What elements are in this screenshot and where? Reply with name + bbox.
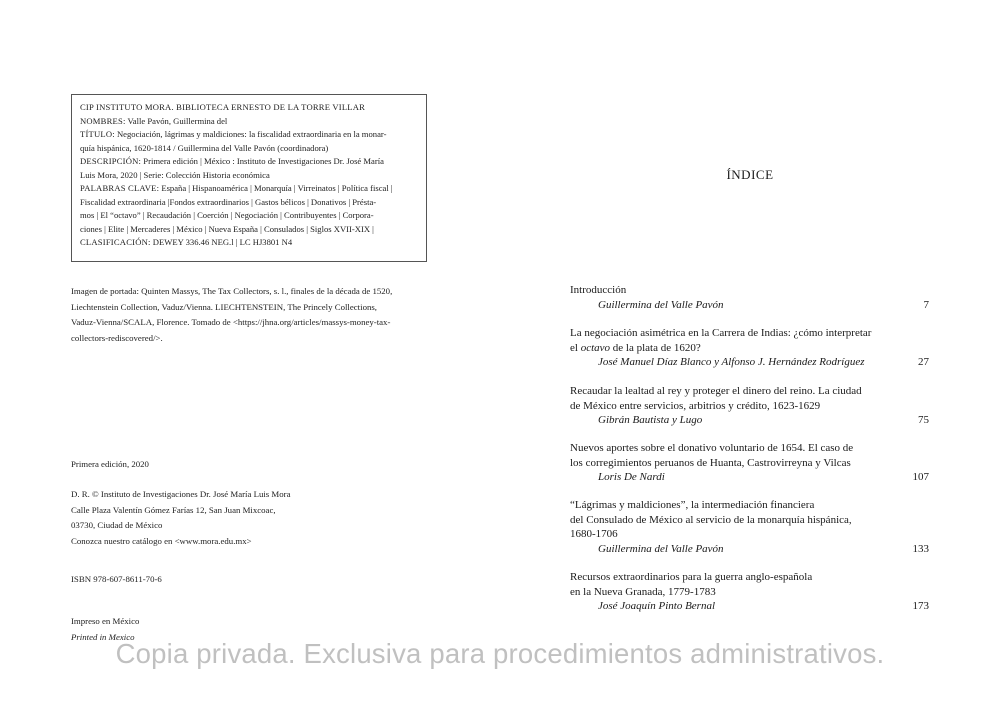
toc-entry-author: Guillermina del Valle Pavón — [598, 542, 724, 555]
edition-note — [71, 457, 149, 473]
toc-entry-page: 27 — [918, 356, 929, 368]
nombres-value: Valle Pavón, Guillermina del — [127, 115, 228, 126]
toc-entry-author: Gibrán Bautista y Lugo — [598, 414, 703, 426]
toc-entry-author: Loris De Nardi — [598, 471, 665, 483]
toc-entry-page: 75 — [918, 414, 929, 426]
cip-catalog-box — [71, 94, 427, 262]
toc-entry-title: La negociación asimétrica en la Carrera de Indias: ¿cómo interpretar — [570, 327, 872, 339]
toc-entry-title: Introducción — [570, 284, 627, 296]
toc-entry-title-line2: del Consulado de México al servicio de la monarquía hispánica, — [570, 513, 852, 526]
titulo-value-2: quía hispánica, 1620-1814 / Guillermina del Valle Pavón (coordinadora) — [80, 142, 329, 153]
rights-line: 03730, Ciudad de México — [71, 520, 163, 531]
toc-entry-page: 107 — [912, 471, 929, 483]
rights-line: Calle Plaza Valentín Gómez Farías 12, San Juan Mixcoac, — [71, 504, 276, 515]
toc-entry-title-line2: los corregimientos peruanos de Huanta, Castrovirreyna y Vilcas — [570, 456, 851, 469]
cover-credit-line: Liechtenstein Collection, Vaduz/Vienna. LIECHTENSTEIN, The Princely Collections, — [71, 301, 377, 312]
clasificacion-value: DEWEY 336.46 NEG.l | LC HJ3801 N4 — [152, 237, 293, 247]
toc-entry-title-line2: en la Nueva Granada, 1779-1783 — [570, 585, 716, 598]
palabras-clave-value-3: mos | El “octavo” | Recaudación | Coerción | Negociación | Contribuyentes | Corpora- — [80, 210, 374, 220]
toc-entry — [570, 384, 930, 428]
isbn-text: ISBN 978-607-8611-70-6 — [71, 574, 162, 584]
toc-entry — [570, 283, 930, 312]
rights-block — [71, 487, 290, 549]
toc-entry — [570, 326, 930, 370]
toc-entry-title-line2: el octavo de la plata de 1620? — [570, 341, 701, 354]
titulo-value: Negociación, lágrimas y maldiciones: la fiscalidad extraordinaria en la monar- — [116, 129, 387, 139]
palabras-clave-label: PALABRAS CLAVE: — [80, 183, 160, 193]
toc-entry-title-line3: 1680-1706 — [570, 528, 618, 540]
toc-entry-author: José Manuel Díaz Blanco y Alfonso J. Hernández Rodríguez — [598, 356, 865, 368]
descripcion-label: DESCRIPCIÓN: — [80, 156, 142, 166]
isbn-block — [71, 572, 162, 588]
rights-line: D. R. © Instituto de Investigaciones Dr. José María Luis Mora — [71, 489, 291, 499]
cover-credit-line: Imagen de portada: Quinten Massys, The Tax Collectors, s. l., finales de la década de 1520, — [71, 286, 393, 296]
printed-en: Printed in Mexico — [71, 631, 135, 642]
cover-credit-line: Vaduz-Vienna/SCALA, Florence. Tomado de <https://jhna.org/articles/massys-money-tax- — [71, 317, 391, 328]
toc-entry — [570, 570, 930, 614]
toc-entry-page: 133 — [912, 542, 929, 555]
clasificacion-label: CLASIFICACIÓN: — [80, 237, 151, 247]
edition-text: Primera edición, 2020 — [71, 459, 149, 469]
toc-entry-author: Guillermina del Valle Pavón — [598, 298, 724, 311]
toc-entry-author: José Joaquín Pinto Bernal — [598, 600, 716, 612]
palabras-clave-value: España | Hispanoamérica | Monarquía | Virreinatos | Política fiscal | — [161, 183, 393, 193]
cover-credit — [71, 284, 392, 346]
toc-entry-title: Nuevos aportes sobre el donativo voluntario de 1654. El caso de — [570, 442, 854, 454]
toc-entry-title: Recursos extraordinarios para la guerra anglo-española — [570, 571, 813, 583]
palabras-clave-value-2: Fiscalidad extraordinaria |Fondos extraordinarios | Gastos bélicos | Donativos | Présta- — [80, 196, 377, 207]
cip-header: CIP INSTITUTO MORA. BIBLIOTECA ERNESTO DE LA TORRE VILLAR — [80, 102, 366, 112]
titulo-label: TÍTULO: — [80, 129, 115, 139]
toc-entry-title-line2: de México entre servicios, arbitrios y crédito, 1623-1629 — [570, 399, 821, 412]
descripcion-value-2: Luis Mora, 2020 | Serie: Colección Historia económica — [80, 169, 270, 180]
toc-entry-page: 173 — [912, 600, 929, 612]
toc-entry — [570, 498, 930, 556]
printed-es: Impreso en México — [71, 616, 140, 626]
rights-line: Conozca nuestro catálogo en <www.mora.edu.mx> — [71, 535, 252, 546]
toc-entry-page: 7 — [923, 298, 929, 311]
palabras-clave-value-4: ciones | Elite | Mercaderes | México | Nueva España | Consulados | Siglos XVII-XIX | — [80, 223, 374, 234]
toc-entry-title: “Lágrimas y maldiciones”, la intermediación financiera — [570, 499, 815, 511]
cover-credit-line: collectors-rediscovered/>. — [71, 332, 163, 343]
watermark: Copia privada. Exclusiva para procedimientos administrativos. — [115, 638, 885, 669]
toc-entry-title: Recaudar la lealtad al rey y proteger el dinero del reino. La ciudad — [570, 385, 862, 397]
nombres-label: NOMBRES: — [80, 115, 126, 126]
toc-entry — [570, 441, 930, 485]
toc-heading: ÍNDICE — [726, 167, 774, 182]
descripcion-value: Primera edición | México : Instituto de Investigaciones Dr. José María — [143, 156, 384, 166]
